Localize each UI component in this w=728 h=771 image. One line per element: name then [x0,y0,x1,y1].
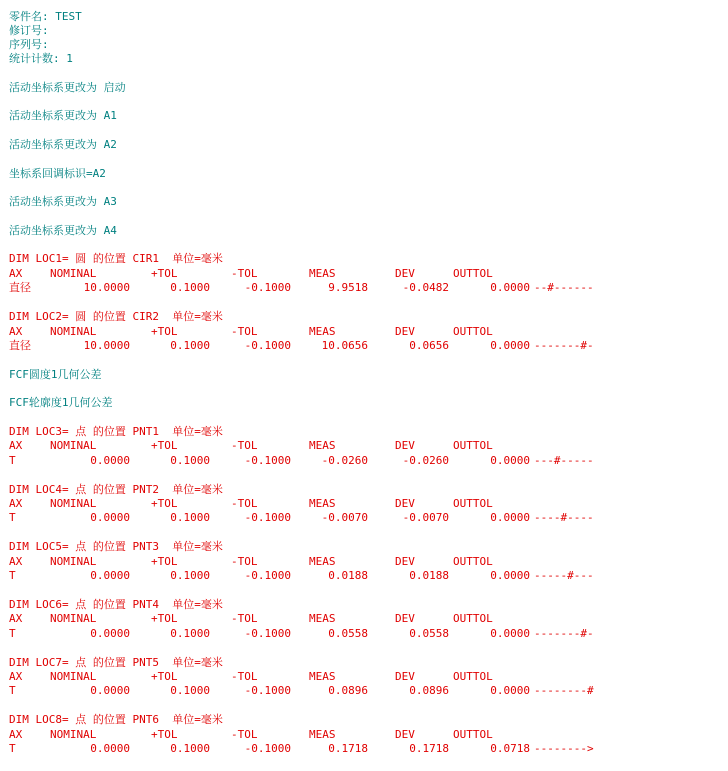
dimension-block [9,252,719,295]
column-header-mtol: -TOL [231,497,258,511]
column-header-ptol: +TOL [151,612,178,626]
dev-value: 0.0656 [409,338,449,352]
column-header-ptol: +TOL [151,497,178,511]
column-header-nominal: NOMINAL [50,670,97,684]
column-header-mtol: -TOL [231,324,258,338]
outtol-value: 0.0000 [490,453,530,467]
column-header-ptol: +TOL [151,439,178,453]
column-header-ptol: +TOL [151,670,178,684]
command-line: 活动坐标系更改为 启动 [9,80,126,94]
measurement-row [9,742,719,756]
column-header-meas: MEAS [309,554,336,568]
command-line: 活动坐标系更改为 A1 [9,109,117,123]
measurement-row [9,281,719,295]
column-header-ptol: +TOL [151,554,178,568]
column-header-meas: MEAS [309,439,336,453]
dimension-title: DIM LOC2= 圆 的位置 CIR2 单位=毫米 [9,310,223,324]
command-line: 坐标系回调标识=A2 [9,166,106,180]
serial-number: 序列号: [9,38,49,51]
column-header-outtol: OUTTOL [453,497,493,511]
mtol-value: -0.1000 [244,684,291,698]
axis-value: 直径 [9,338,31,352]
dimension-block [9,425,719,468]
dev-value: 0.1718 [409,742,449,756]
meas-value: 9.9518 [328,281,368,295]
column-header-dev: DEV [395,324,415,338]
mtol-value: -0.1000 [244,281,291,295]
column-header-meas: MEAS [309,324,336,338]
column-header-row [9,555,719,569]
dimension-title: DIM LOC1= 圆 的位置 CIR1 单位=毫米 [9,252,223,266]
measurement-row [9,511,719,525]
ptol-value: 0.1000 [170,453,210,467]
inspection-report [9,10,719,771]
tolerance-graph: -------#- [534,338,594,352]
measurement-row [9,454,719,468]
nominal-value: 0.0000 [90,453,130,467]
column-header-mtol: -TOL [231,554,258,568]
tolerance-graph: -----#--- [534,569,594,583]
outtol-value: 0.0000 [490,511,530,525]
dimension-block [9,598,719,641]
column-header-nominal: NOMINAL [50,612,97,626]
tolerance-graph: --------# [534,684,594,698]
outtol-value: 0.0000 [490,626,530,640]
column-header-row [9,325,719,339]
column-header-dev: DEV [395,554,415,568]
dimension-title: DIM LOC6= 点 的位置 PNT4 单位=毫米 [9,597,223,611]
column-header-nominal: NOMINAL [50,439,97,453]
column-header-row [9,612,719,626]
column-header-dev: DEV [395,497,415,511]
column-header-ax: AX [9,266,23,280]
nominal-value: 0.0000 [90,742,130,756]
column-header-meas: MEAS [309,670,336,684]
dev-value: -0.0260 [402,453,449,467]
tolerance-graph: ----#---- [534,511,594,525]
command-line: 活动坐标系更改为 A4 [9,223,117,237]
dev-value: 0.0896 [409,684,449,698]
column-header-row [9,267,719,281]
column-header-meas: MEAS [309,612,336,626]
column-header-meas: MEAS [309,266,336,280]
command-line: FCF圆度1几何公差 [9,367,102,381]
dimension-block [9,540,719,583]
ptol-value: 0.1000 [170,742,210,756]
nominal-value: 10.0000 [83,338,130,352]
column-header-ptol: +TOL [151,266,178,280]
dev-value: -0.0482 [402,281,449,295]
dimension-title: DIM LOC7= 点 的位置 PNT5 单位=毫米 [9,655,223,669]
dev-value: -0.0070 [402,511,449,525]
mtol-value: -0.1000 [244,742,291,756]
mtol-value: -0.1000 [244,453,291,467]
nominal-value: 10.0000 [83,281,130,295]
column-header-meas: MEAS [309,497,336,511]
outtol-value: 0.0000 [490,684,530,698]
command-line: 活动坐标系更改为 A3 [9,195,117,209]
dimension-title: DIM LOC5= 点 的位置 PNT3 单位=毫米 [9,540,223,554]
measurement-row [9,627,719,641]
measurement-row [9,569,719,583]
mtol-value: -0.1000 [244,626,291,640]
revision-number: 修订号: [9,24,49,37]
column-header-row [9,497,719,511]
nominal-value: 0.0000 [90,626,130,640]
nominal-value: 0.0000 [90,684,130,698]
column-header-ax: AX [9,324,23,338]
column-header-nominal: NOMINAL [50,266,97,280]
dimension-block [9,656,719,699]
dimension-block [9,483,719,526]
dimension-title: DIM LOC3= 点 的位置 PNT1 单位=毫米 [9,424,223,438]
part-name: 零件名: TEST [9,10,82,23]
column-header-ax: AX [9,612,23,626]
ptol-value: 0.1000 [170,626,210,640]
outtol-value: 0.0000 [490,569,530,583]
meas-value: 0.0558 [328,626,368,640]
mtol-value: -0.1000 [244,338,291,352]
axis-value: 直径 [9,281,31,295]
outtol-value: 0.0000 [490,281,530,295]
column-header-nominal: NOMINAL [50,554,97,568]
column-header-row [9,728,719,742]
column-header-mtol: -TOL [231,439,258,453]
meas-value: 0.0188 [328,569,368,583]
mtol-value: -0.1000 [244,569,291,583]
column-header-mtol: -TOL [231,612,258,626]
column-header-nominal: NOMINAL [50,727,97,741]
column-header-dev: DEV [395,266,415,280]
column-header-mtol: -TOL [231,727,258,741]
dimension-title: DIM LOC8= 点 的位置 PNT6 单位=毫米 [9,713,223,727]
column-header-dev: DEV [395,612,415,626]
dimension-title: DIM LOC4= 点 的位置 PNT2 单位=毫米 [9,482,223,496]
tolerance-graph: --#------ [534,281,594,295]
axis-value: T [9,569,16,583]
nominal-value: 0.0000 [90,511,130,525]
dimension-block [9,310,719,353]
column-header-nominal: NOMINAL [50,324,97,338]
column-header-outtol: OUTTOL [453,670,493,684]
column-header-row [9,670,719,684]
outtol-value: 0.0718 [490,742,530,756]
tolerance-graph: -------#- [534,626,594,640]
column-header-ax: AX [9,727,23,741]
outtol-value: 0.0000 [490,338,530,352]
column-header-ptol: +TOL [151,324,178,338]
mtol-value: -0.1000 [244,511,291,525]
axis-value: T [9,742,16,756]
meas-value: 10.0656 [321,338,368,352]
column-header-row [9,439,719,453]
point-dimension-blocks [9,425,719,757]
tolerance-graph: ---#----- [534,453,594,467]
report-header [9,10,719,66]
meas-value: 0.1718 [328,742,368,756]
column-header-nominal: NOMINAL [50,497,97,511]
axis-value: T [9,511,16,525]
command-line: FCF轮廓度1几何公差 [9,396,113,410]
column-header-ax: AX [9,439,23,453]
ptol-value: 0.1000 [170,569,210,583]
column-header-dev: DEV [395,727,415,741]
axis-value: T [9,684,16,698]
column-header-outtol: OUTTOL [453,554,493,568]
ptol-value: 0.1000 [170,684,210,698]
ptol-value: 0.1000 [170,338,210,352]
dimension-block [9,713,719,756]
axis-value: T [9,453,16,467]
column-header-ax: AX [9,670,23,684]
column-header-outtol: OUTTOL [453,324,493,338]
nominal-value: 0.0000 [90,569,130,583]
axis-value: T [9,626,16,640]
measurement-row [9,339,719,353]
ptol-value: 0.1000 [170,511,210,525]
column-header-outtol: OUTTOL [453,612,493,626]
column-header-outtol: OUTTOL [453,439,493,453]
circle-dimension-blocks [9,252,719,353]
column-header-meas: MEAS [309,727,336,741]
column-header-ax: AX [9,497,23,511]
column-header-ax: AX [9,554,23,568]
column-header-outtol: OUTTOL [453,266,493,280]
dev-value: 0.0188 [409,569,449,583]
meas-value: -0.0070 [321,511,368,525]
measurement-row [9,684,719,698]
command-line: 活动坐标系更改为 A2 [9,137,117,151]
tolerance-graph: --------> [534,742,594,756]
dev-value: 0.0558 [409,626,449,640]
meas-value: 0.0896 [328,684,368,698]
column-header-mtol: -TOL [231,266,258,280]
column-header-ptol: +TOL [151,727,178,741]
column-header-mtol: -TOL [231,670,258,684]
meas-value: -0.0260 [321,453,368,467]
statistics-count: 统计计数: 1 [9,52,73,65]
column-header-dev: DEV [395,439,415,453]
ptol-value: 0.1000 [170,281,210,295]
column-header-outtol: OUTTOL [453,727,493,741]
column-header-dev: DEV [395,670,415,684]
